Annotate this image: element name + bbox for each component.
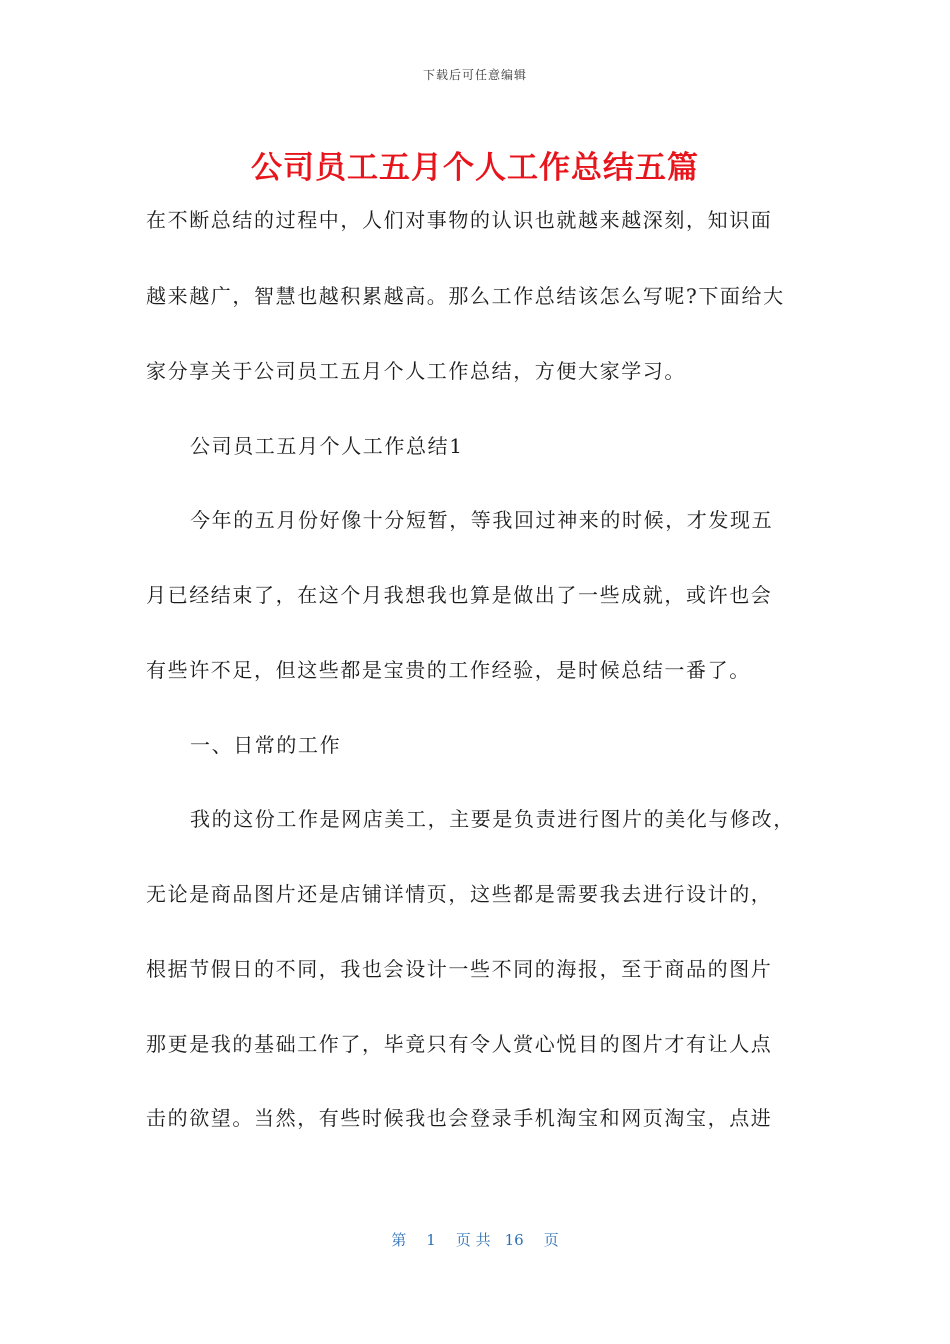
section-heading: 一、日常的工作	[190, 733, 342, 757]
body-line: 根据节假日的不同，我也会设计一些不同的海报，至于商品的图片	[146, 957, 773, 981]
body-line: 在不断总结的过程中，人们对事物的认识也就越来越深刻，知识面	[146, 208, 773, 232]
body-line: 有些许不足，但这些都是宝贵的工作经验，是时候总结一番了。	[146, 658, 751, 682]
footer-total-pages: 16	[504, 1231, 524, 1249]
body-line: 今年的五月份好像十分短暂，等我回过神来的时候，才发现五	[190, 508, 774, 532]
footer-prefix: 第	[391, 1231, 407, 1249]
body-line: 月已经结束了，在这个月我想我也算是做出了一些成就，或许也会	[146, 583, 773, 607]
body-line: 我的这份工作是网店美工，主要是负责进行图片的美化与修改，	[190, 807, 795, 831]
footer-page-number: 1	[426, 1231, 436, 1249]
body-line: 击的欲望。当然，有些时候我也会登录手机淘宝和网页淘宝，点进	[146, 1106, 773, 1130]
body-line: 那更是我的基础工作了，毕竟只有令人赏心悦目的图片才有让人点	[146, 1032, 773, 1056]
body-line: 无论是商品图片还是店铺详情页，这些都是需要我去进行设计的，	[146, 882, 773, 906]
document-title: 公司员工五月个人工作总结五篇	[251, 150, 699, 186]
section-heading: 公司员工五月个人工作总结1	[190, 434, 464, 458]
body-line: 家分享关于公司员工五月个人工作总结，方便大家学习。	[146, 359, 686, 383]
page-header-note: 下载后可任意编辑	[422, 68, 527, 82]
page-footer	[0, 1229, 950, 1250]
body-line: 越来越广，智慧也越积累越高。那么工作总结该怎么写呢?下面给大	[146, 284, 785, 308]
footer-middle: 页 共	[455, 1231, 491, 1249]
footer-suffix: 页	[543, 1231, 559, 1249]
